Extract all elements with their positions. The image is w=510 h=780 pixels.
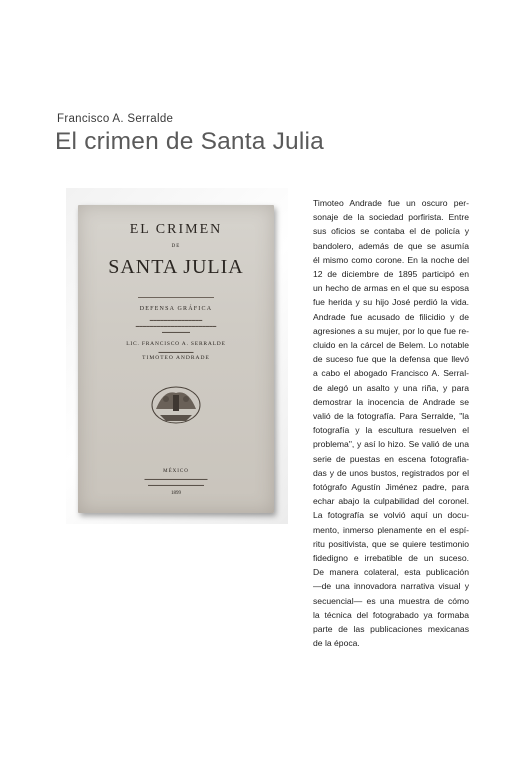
text-line: la técnica del fotograbado ya formaba <box>313 609 469 620</box>
cover-city: MÉXICO <box>163 469 189 474</box>
text-line: problema", y así lo hizo. Se valió de una <box>313 439 469 450</box>
text-line: ritu positivista, que se quiere testimonio <box>313 538 469 549</box>
cover-vignette-icon <box>146 375 206 427</box>
cover-title-de: DE <box>171 244 181 249</box>
cover-fine-print: ▬▬▬▬▬▬▬▬▬▬▬▬▬▬▬▬▬▬▬▬▬▬▬ <box>135 324 217 328</box>
text-line: —de una innovadora narrativa visual y <box>313 581 469 592</box>
cover-publisher-address: ▬▬▬▬▬▬▬▬▬▬▬▬▬▬▬▬ <box>148 483 204 487</box>
text-line: demostrar la inocencia de Andrade se <box>313 396 469 407</box>
body-paragraph <box>313 196 469 651</box>
text-line: a cabo el abogado Francisco A. Serral- <box>313 368 469 379</box>
cover-title-line2: SANTA JULIA <box>108 256 244 278</box>
text-line: Andrade fue acusado de filicidio y de <box>313 311 469 322</box>
text-line: agresiones a su mujer, por lo que fue re- <box>313 325 469 336</box>
text-line: bandolero, además de que se asumía <box>313 240 469 251</box>
text-line: De manera colateral, esta publicación <box>313 567 469 578</box>
text-line: Timoteo Andrade fue un oscuro per- <box>313 198 469 208</box>
text-line: él mismo como corone. En la noche del <box>313 254 469 265</box>
cover-subtitle: DEFENSA GRÁFICA <box>139 306 213 312</box>
cover-fine-print: ▬▬▬▬▬▬▬▬▬▬▬▬▬▬▬ <box>149 318 203 322</box>
text-line: fotografía y la escultura resuelven el <box>313 425 469 436</box>
text-line: echar abajo la culpabilidad del coronel. <box>313 496 469 507</box>
text-line: un hecho de armas en el que su esposa <box>313 283 469 294</box>
cover-title-line1: EL CRIMEN <box>129 222 223 237</box>
cover-publisher: ▬▬▬▬▬▬▬▬▬▬▬▬▬▬▬▬▬▬ <box>144 477 208 481</box>
cover-fine-print: ▬▬▬▬▬▬▬▬▬▬ <box>158 350 194 354</box>
cover-year: 1899 <box>171 491 181 496</box>
text-line: de alegó un asalto y una riña, y para <box>313 382 469 393</box>
text-line: secuencial— es una muestra de cómo <box>313 595 469 606</box>
text-line: valió de la fotografía. Para Serralde, "la <box>313 411 469 422</box>
text-line: fotógrafo Agustín Jiménez padre, para <box>313 482 469 493</box>
text-line: de suceso fue que la defensa que llevó <box>313 354 469 365</box>
text-line: parte de las publicaciones mexicanas <box>313 624 469 635</box>
cover-defendant: TIMOTEO ANDRADE <box>142 355 210 361</box>
text-line: 12 de diciembre de 1895 participó en <box>313 269 469 280</box>
text-line: sonaje de la sociedad porfirista. Entre <box>313 212 469 223</box>
text-line: mento, inmerso plenamente en el espí- <box>313 524 469 535</box>
text-line: fidedigno e irrebatible de un suceso. <box>313 553 469 564</box>
booklet-cover <box>78 205 274 513</box>
cover-rule <box>138 297 214 298</box>
text-line: sus oficios se contaba el de policía y <box>313 226 469 237</box>
text-line: fue herida y su hijo José perdió la vida. <box>313 297 469 308</box>
text-line: serie de puestas en escena fotografia- <box>313 453 469 464</box>
text-line: de la época. <box>313 638 360 649</box>
page-title: El crimen de Santa Julia <box>55 128 324 155</box>
text-line: das y de unos bustos, registrados por el <box>313 467 469 478</box>
text-line: cluido en la cárcel de Belem. Lo notable <box>313 340 469 351</box>
text-line: La fotografía se volvió aquí un docu- <box>313 510 469 521</box>
cover-fine-print: ▬▬▬▬▬▬▬▬ <box>162 330 190 334</box>
cover-author: LIC. FRANCISCO A. SERRALDE <box>126 341 226 347</box>
author-name: Francisco A. Serralde <box>57 113 174 125</box>
